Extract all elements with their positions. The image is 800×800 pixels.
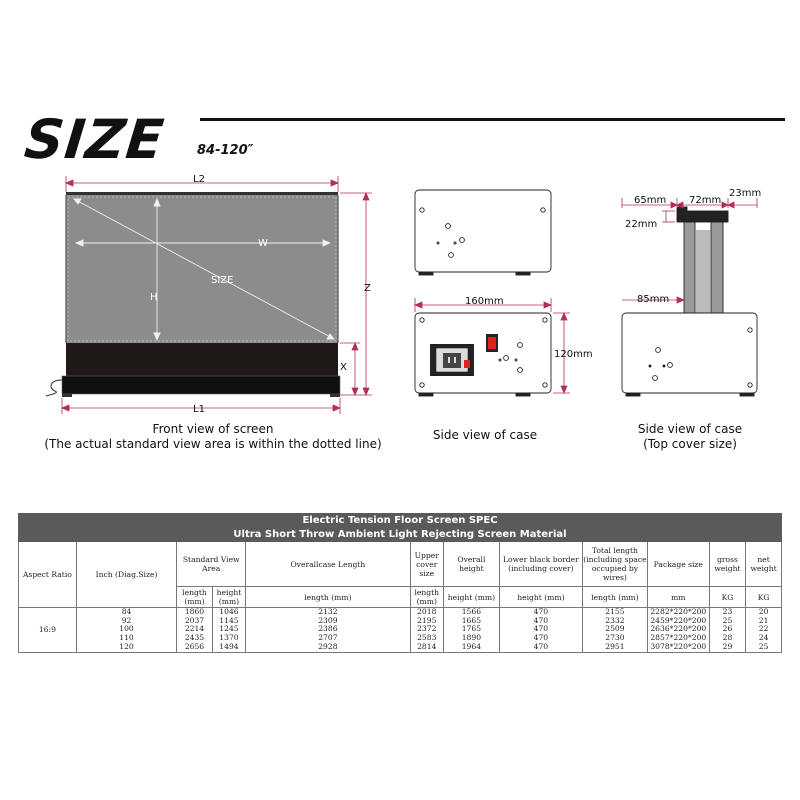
dim-72-label: 72mm bbox=[689, 195, 722, 206]
z-label: Z bbox=[364, 283, 371, 294]
cell-overall-height: 1890 bbox=[444, 634, 500, 643]
cell-case-length: 2132 bbox=[246, 608, 410, 617]
unit-pkg: mm bbox=[647, 587, 709, 608]
cell-sv-length: 2656 bbox=[177, 642, 213, 652]
table-title-line2: Ultra Short Throw Ambient Light Rejecting Screen Material bbox=[19, 528, 782, 542]
cell-total-length: 2509 bbox=[582, 625, 647, 634]
cell-inch: 92 bbox=[76, 617, 176, 626]
dim-23-label: 23mm bbox=[729, 188, 762, 199]
cell-sv-length: 2435 bbox=[177, 634, 213, 643]
screen-surface bbox=[66, 195, 338, 343]
lower-black-border bbox=[66, 343, 338, 376]
header-package: Package size bbox=[647, 542, 709, 587]
size-range: 84-120″ bbox=[197, 143, 254, 158]
cell-upper-cover: 2372 bbox=[410, 625, 443, 634]
cell-sv-height: 1370 bbox=[212, 634, 245, 643]
header-aspect: Aspect Ratio bbox=[19, 542, 77, 608]
header-total-length: Total length (including space occupied by wires) bbox=[582, 542, 647, 587]
cell-overall-height: 1665 bbox=[444, 617, 500, 626]
cell-gross: 29 bbox=[709, 642, 746, 652]
dim-22-label: 22mm bbox=[625, 219, 658, 230]
cell-sv-length: 2037 bbox=[177, 617, 213, 626]
table-title-row-1 bbox=[19, 514, 782, 528]
l2-label: L2 bbox=[193, 174, 205, 185]
cell-upper-cover: 2195 bbox=[410, 617, 443, 626]
dim-85-label: 85mm bbox=[637, 294, 670, 305]
cell-total-length: 2155 bbox=[582, 608, 647, 617]
unit-sv-height: height (mm) bbox=[212, 587, 245, 608]
power-switch bbox=[486, 334, 498, 352]
cell-net: 22 bbox=[746, 625, 782, 634]
unit-net: KG bbox=[746, 587, 782, 608]
front-view-caption-line2: (The actual standard view area is within the dotted line) bbox=[44, 437, 382, 451]
unit-gross: KG bbox=[709, 587, 746, 608]
side-view-caption: Side view of case bbox=[432, 428, 538, 442]
cell-net: 24 bbox=[746, 634, 782, 643]
unit-oh-height: height (mm) bbox=[444, 587, 500, 608]
cell-package: 2459*220*200 bbox=[647, 617, 709, 626]
size-label: SIZE bbox=[211, 275, 234, 286]
cell-net: 21 bbox=[746, 617, 782, 626]
cell-net: 20 bbox=[746, 608, 782, 617]
table-row bbox=[19, 642, 782, 652]
cell-sv-height: 1494 bbox=[212, 642, 245, 652]
cell-sv-height: 1245 bbox=[212, 625, 245, 634]
table-title-line1: Electric Tension Floor Screen SPEC bbox=[19, 514, 782, 528]
dim-65-label: 65mm bbox=[634, 195, 667, 206]
table-row bbox=[19, 634, 782, 643]
front-view-caption-line1: Front view of screen bbox=[152, 422, 274, 436]
cell-package: 2282*220*200 bbox=[647, 608, 709, 617]
top-cover-caption bbox=[610, 422, 770, 452]
cell-upper-cover: 2018 bbox=[410, 608, 443, 617]
cell-overall-height: 1765 bbox=[444, 625, 500, 634]
x-label: X bbox=[340, 362, 347, 373]
cell-inch: 110 bbox=[76, 634, 176, 643]
power-socket bbox=[430, 344, 474, 376]
cell-inch: 84 bbox=[76, 608, 176, 617]
header-gross: gross weight bbox=[709, 542, 746, 587]
cell-total-length: 2730 bbox=[582, 634, 647, 643]
cell-overall-height: 1566 bbox=[444, 608, 500, 617]
cell-package: 3078*220*200 bbox=[647, 642, 709, 652]
header-standard-view: Standard View Area bbox=[177, 542, 246, 587]
cell-inch: 100 bbox=[76, 625, 176, 634]
top-bar bbox=[66, 192, 338, 195]
cell-sv-height: 1046 bbox=[212, 608, 245, 617]
aspect-ratio-cell: 16:9 bbox=[19, 608, 77, 653]
header-overall-height: Overall height bbox=[444, 542, 500, 587]
power-cable bbox=[46, 380, 62, 396]
side-view-top-outline bbox=[415, 190, 551, 275]
cell-gross: 26 bbox=[709, 625, 746, 634]
table-title-row-2 bbox=[19, 528, 782, 542]
header-inch: Inch (Diag.Size) bbox=[76, 542, 176, 608]
cell-overall-height: 1964 bbox=[444, 642, 500, 652]
unit-sv-length: length (mm) bbox=[177, 587, 213, 608]
spec-table bbox=[18, 513, 782, 653]
cell-lower-border: 470 bbox=[499, 634, 582, 643]
cell-lower-border: 470 bbox=[499, 625, 582, 634]
cell-package: 2636*220*200 bbox=[647, 625, 709, 634]
header-upper-cover: Upper cover size bbox=[410, 542, 443, 587]
cell-sv-height: 1145 bbox=[212, 617, 245, 626]
unit-case-length: length (mm) bbox=[246, 587, 410, 608]
height-120-label: 120mm bbox=[554, 349, 593, 360]
cell-total-length: 2332 bbox=[582, 617, 647, 626]
w-label: W bbox=[258, 238, 268, 249]
cell-gross: 25 bbox=[709, 617, 746, 626]
page-title: SIZE bbox=[21, 108, 168, 171]
cell-sv-length: 1860 bbox=[177, 608, 213, 617]
top-cover-caption-line1: Side view of case bbox=[637, 422, 743, 436]
floor-case bbox=[62, 376, 340, 394]
width-160-label: 160mm bbox=[465, 296, 504, 307]
cell-case-length: 2309 bbox=[246, 617, 410, 626]
cell-inch: 120 bbox=[76, 642, 176, 652]
l1-label: L1 bbox=[193, 404, 205, 415]
unit-upper-length: length (mm) bbox=[410, 587, 443, 608]
cell-lower-border: 470 bbox=[499, 617, 582, 626]
cell-net: 25 bbox=[746, 642, 782, 652]
header-overall-case: Overallcase Length bbox=[246, 542, 410, 587]
top-cover-caption-line2: (Top cover size) bbox=[643, 437, 737, 451]
cell-lower-border: 470 bbox=[499, 642, 582, 652]
cell-total-length: 2951 bbox=[582, 642, 647, 652]
cell-upper-cover: 2814 bbox=[410, 642, 443, 652]
cell-gross: 23 bbox=[709, 608, 746, 617]
table-header-row bbox=[19, 542, 782, 587]
unit-tl-length: length (mm) bbox=[582, 587, 647, 608]
cell-sv-length: 2214 bbox=[177, 625, 213, 634]
header-net: net weight bbox=[746, 542, 782, 587]
unit-lb-height: height (mm) bbox=[499, 587, 582, 608]
front-view-caption bbox=[40, 422, 386, 452]
cell-case-length: 2928 bbox=[246, 642, 410, 652]
cell-case-length: 2386 bbox=[246, 625, 410, 634]
h-label: H bbox=[150, 292, 158, 303]
cell-case-length: 2707 bbox=[246, 634, 410, 643]
cell-gross: 28 bbox=[709, 634, 746, 643]
cell-upper-cover: 2583 bbox=[410, 634, 443, 643]
header-lower-border: Lower black border (including cover) bbox=[499, 542, 582, 587]
cell-package: 2857*220*200 bbox=[647, 634, 709, 643]
cell-lower-border: 470 bbox=[499, 608, 582, 617]
